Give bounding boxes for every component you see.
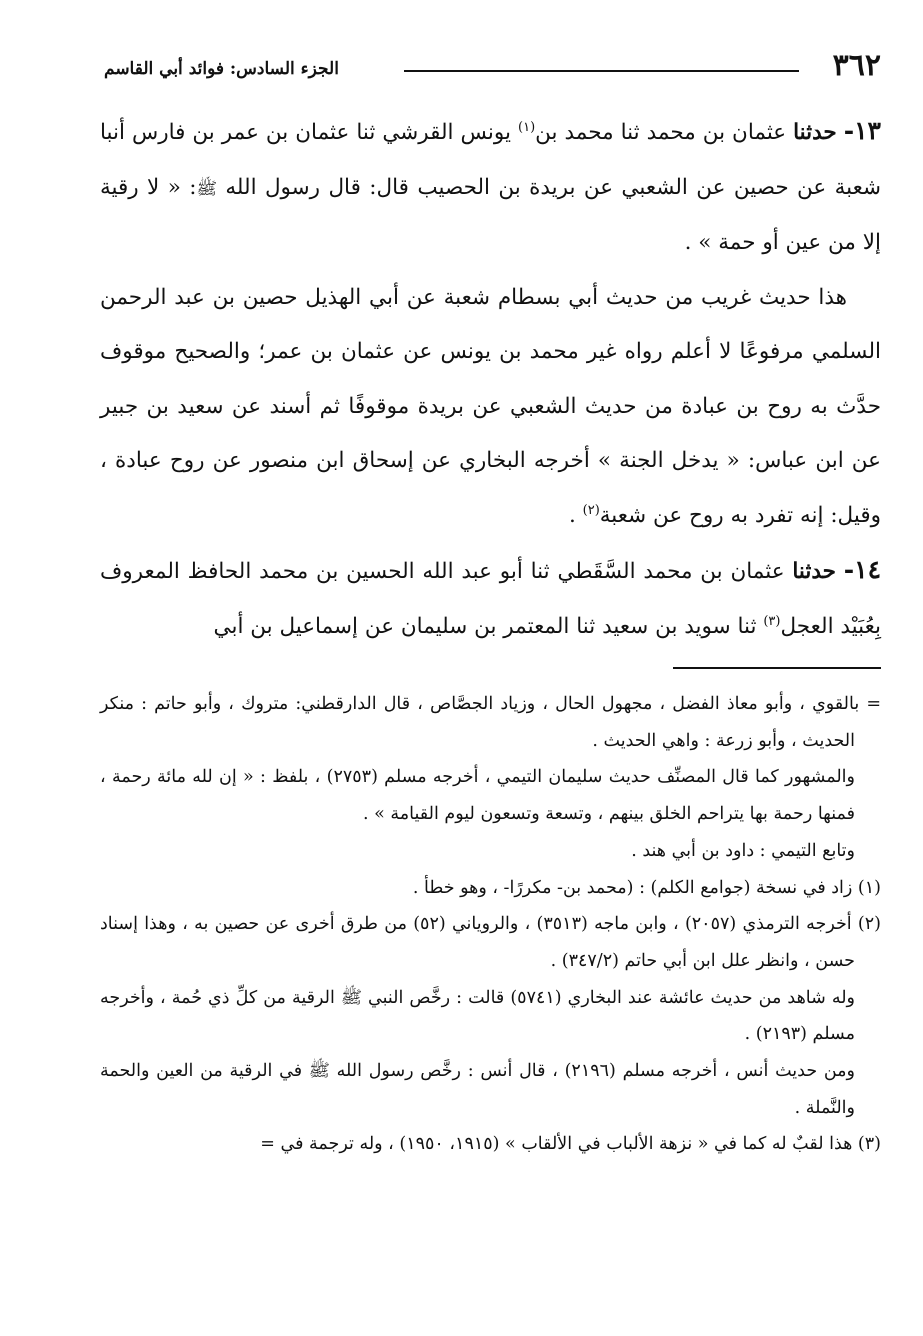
footnote-ref-1: (١) <box>518 119 536 135</box>
hadith-13 <box>100 104 881 271</box>
hadith-text: عثمان بن محمد السَّقَطي ثنا أبو عبد الله الحسين بن محمد الحافظ المعروف بِعُبَيْد العجل <box>100 559 881 639</box>
page-number: ٣٦٢ <box>832 48 881 83</box>
hadith-text-cont: ثنا سويد بن سعيد ثنا المعتمر بن سليمان عن إسماعيل بن أبي <box>213 613 764 639</box>
hadith-matn: : « لا رقية إلا من عين أو حمة » . <box>100 174 881 255</box>
footnote-3: (٣) هذا لقبٌ له كما في « نزهة الألباب في الألقاب » (١٩١٥، ١٩٥٠) ، وله ترجمة في = <box>260 1134 881 1155</box>
footnote-ref-3: (٣) <box>763 613 781 629</box>
hadith-number: ١٣- <box>843 116 881 145</box>
commentary-end: . <box>568 502 583 528</box>
footnote-separator <box>673 667 881 669</box>
footnote-carryover: والمشهور كما قال المصنِّف حديث سليمان التيمي ، أخرجه مسلم (٢٧٥٣) ، بلفظ : « إن لله مائة رحمة ، فمنها رحمة بها يتراحم الخلق بينهم ، وتسعة وتسعون ليوم القيامة » . <box>100 767 855 825</box>
salawat-glyph: ﷺ <box>196 178 218 199</box>
running-title: الجزء السادس: فوائد أبي القاسم <box>104 59 339 79</box>
hadith-isnad: عثمان بن محمد ثنا محمد بن <box>535 120 794 145</box>
hadith-14 <box>100 543 881 654</box>
footnote-carryover: = بالقوي ، وأبو معاذ الفضل ، مجهول الحال ، وزياد الجصَّاص ، قال الدارقطني: متروك ، وأبو حاتم : منكر الحديث ، وأبو زرعة : واهي الحديث . <box>100 694 881 751</box>
hadith-lead-word: حدثنا <box>793 120 837 145</box>
hadith-isnad-cont: يونس القرشي ثنا عثمان بن عمر بن فارس أنبا شعبة عن حصين عن الشعبي عن بريدة بن الحصيب قال: قال رسول الله <box>100 120 881 200</box>
page-header <box>104 48 881 88</box>
footnote-2: (٢) أخرجه الترمذي (٢٠٥٧) ، وابن ماجه (٣٥١٣) ، والروياني (٥٢) من طرق أخرى عن حصين به ، وهذا إسناد حسن ، وانظر علل ابن أبي حاتم (٣٤٧/٢) . <box>100 914 881 971</box>
commentary-paragraph <box>100 271 881 544</box>
header-rule <box>404 70 799 72</box>
footnotes <box>100 686 881 1163</box>
footnote-2-cont: ومن حديث أنس ، أخرجه مسلم (٢١٩٦) ، قال أنس : رخَّص رسول الله ﷺ في الرقية من العين والحمة والنَّملة . <box>100 1061 856 1118</box>
footnote-carryover: وتابع التيمي : داود بن أبي هند . <box>631 840 855 861</box>
main-text <box>100 104 881 654</box>
footnote-ref-2: (٢) <box>582 502 600 518</box>
footnote-1: (١) زاد في نسخة (جوامع الكلم) : (محمد بن- مكررًا- ، وهو خطأ . <box>412 877 881 898</box>
commentary-text: هذا حديث غريب من حديث أبي بسطام شعبة عن أبي الهذيل حصين بن عبد الرحمن السلمي مرفوعًا لا أعلم رواه غير محمد بن يونس عن عثمان بن عمر؛ والصحيح موقوف حدَّث به روح بن عبادة من حديث الشعبي عن بريدة موقوفًا ثم أسند عن سعيد بن جبير عن ابن عباس: « يدخل الجنة » أخرجه البخاري عن إسحاق ابن منصور عن روح عبادة ، وقيل: إنه تفرد به روح عن شعبة <box>100 284 881 528</box>
hadith-number: ١٤- <box>843 555 882 584</box>
hadith-lead-word: حدثنا <box>792 559 836 584</box>
footnote-2-cont: وله شاهد من حديث عائشة عند البخاري (٥٧٤١) قالت : رخَّص النبي ﷺ الرقية من كلِّ ذي حُمة ، وأخرجه مسلم (٢١٩٣) . <box>100 987 855 1045</box>
